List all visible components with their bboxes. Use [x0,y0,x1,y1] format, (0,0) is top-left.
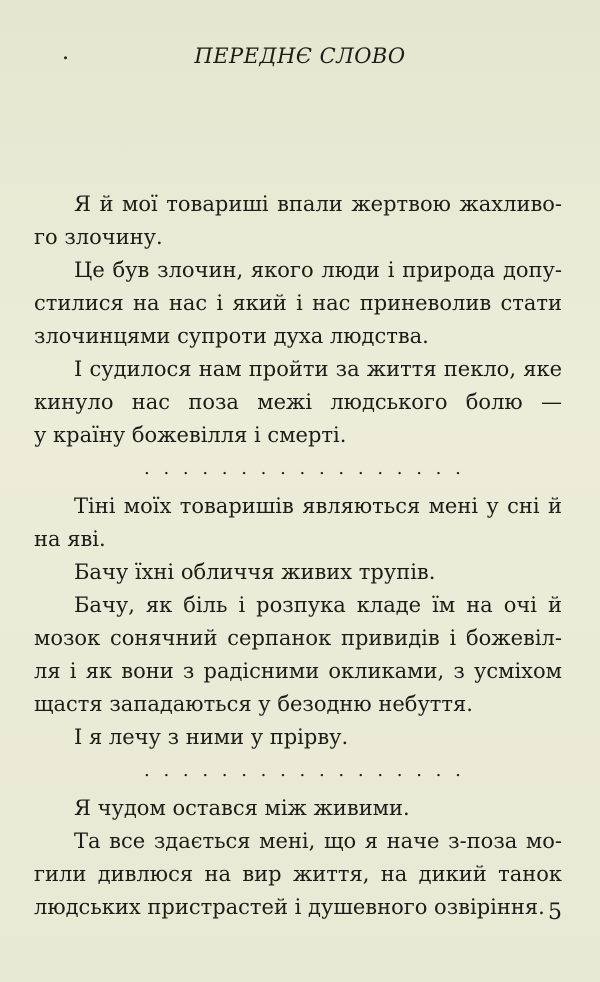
paragraph [34,353,562,452]
text-line: злочинцями супроти духа людства. [34,324,429,348]
text-line: кинуло нас поза межі людського болю — [34,390,562,414]
text-line: ля і як вони з радісними окликами, з усміхом [34,659,562,683]
text-line: Та все здається мені, що я наче з-поза мо- [74,829,562,853]
paragraph [34,792,562,825]
paragraph [34,188,562,254]
section-separator: . . . . . . . . . . . . . . . . . [144,458,465,479]
page-number: 5 [548,900,562,925]
text-line: на яві. [34,527,106,551]
paragraph [34,589,562,721]
paragraph [34,556,562,589]
page-title [0,44,600,68]
text-line: Я чудом остався між живими. [74,796,410,820]
text-line: щастя западаються у безодню небуття. [34,692,473,716]
text-line: І судилося нам пройти за життя пекло, яке [74,357,562,381]
section-separator: . . . . . . . . . . . . . . . . . [144,760,465,781]
body-text [34,188,562,924]
text-line: І я лечу з ними у прірву. [74,725,349,749]
paragraph [34,721,562,754]
paragraph [34,254,562,353]
text-line: го злочину. [34,225,163,249]
text-line: Я й мої товариші впали жертвою жахливо- [74,192,562,216]
stray-dot: . [62,40,69,65]
text-line: Тіні моїх товаришів являються мені у сні й [74,494,562,518]
text-line: Бачу, як біль і розпука кладе їм на очі й [74,593,562,617]
text-line: мозок сонячний серпанок привидів і божевіл- [34,626,562,650]
text-line: Бачу їхні обличчя живих трупів. [74,560,436,584]
paragraph [34,490,562,556]
text-line: стилися на нас і який і нас приневолив стати [34,291,562,315]
page-title-text: ПЕРЕДНЄ СЛОВО [194,44,406,68]
text-line: людських пристрастей і душевного озвіріння. [34,895,545,919]
paragraph [34,825,562,924]
text-line: у країну божевілля і смерті. [34,423,347,447]
text-line: Це був злочин, якого люди і природа допу- [74,258,562,282]
text-line: гили дивлюся на вир життя, на дикий танок [34,862,562,886]
